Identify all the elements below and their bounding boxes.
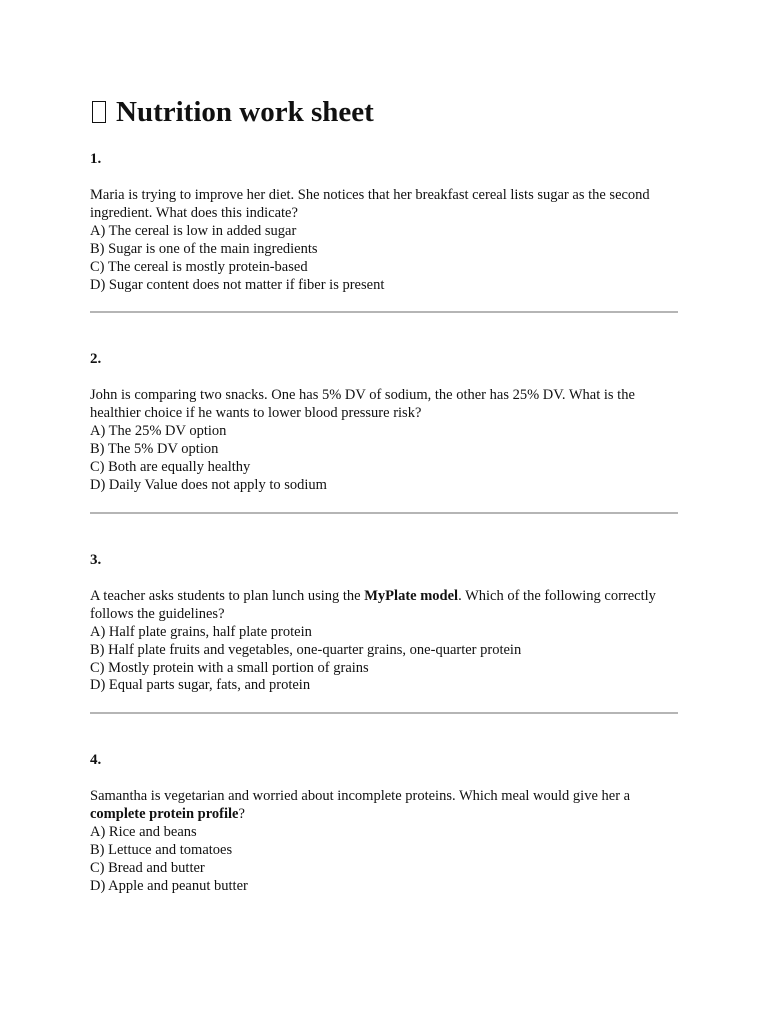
answer-option: D) Daily Value does not apply to sodium — [90, 476, 327, 493]
question-text — [90, 387, 678, 423]
question-text-part: ? — [238, 806, 245, 823]
answer-option: A) Half plate grains, half plate protein — [90, 623, 312, 640]
question-number: 2. — [90, 351, 102, 368]
question-text — [90, 788, 678, 824]
question-block — [90, 350, 678, 494]
answer-option: C) The cereal is mostly protein-based — [90, 258, 308, 275]
question-text-part: John is comparing two snacks. One has 5% DV of sodium, the other has 25% DV. What is the healthier choice if he wants to lower blood pressure risk? — [90, 387, 635, 422]
question-block — [90, 551, 678, 695]
question-block — [90, 751, 678, 895]
page-title — [90, 94, 678, 130]
answer-option: A) Rice and beans — [90, 824, 197, 841]
question-number: 4. — [90, 752, 102, 769]
answer-option: D) Equal parts sugar, fats, and protein — [90, 677, 311, 694]
question-number: 1. — [90, 151, 102, 167]
answer-option: B) Sugar is one of the main ingredients — [90, 240, 318, 257]
worksheet-page — [90, 94, 678, 896]
question-list — [90, 150, 678, 896]
section-divider — [90, 512, 678, 514]
question-text-part: . Which of the following correctly follows the guidelines? — [90, 587, 656, 622]
question-text-part: A teacher asks students to plan lunch using the — [90, 587, 365, 604]
page-title-text: Nutrition work sheet — [116, 96, 374, 128]
answer-option: B) Lettuce and tomatoes — [90, 842, 233, 859]
answer-option: B) Half plate fruits and vegetables, one-quarter grains, one-quarter protein — [90, 641, 522, 658]
question-text-bold: MyPlate model — [364, 587, 459, 604]
answer-option: C) Both are equally healthy — [90, 459, 251, 476]
question-text-part: Maria is trying to improve her diet. She notices that her breakfast cereal lists sugar as the second ingredient. What does this indicate? — [90, 187, 650, 221]
answer-option: C) Mostly protein with a small portion of grains — [90, 659, 369, 676]
question-block — [90, 150, 678, 294]
question-text — [90, 588, 678, 624]
question-text-bold: complete protein profile — [90, 806, 239, 823]
question-text-part: Samantha is vegetarian and worried about incomplete proteins. Which meal would give her a — [90, 788, 631, 805]
section-divider — [90, 712, 678, 714]
question-text — [90, 187, 678, 223]
answer-option: B) The 5% DV option — [90, 441, 219, 458]
section-divider — [90, 311, 678, 313]
answer-option: D) Apple and peanut butter — [90, 877, 248, 894]
missing-glyph-icon — [92, 101, 106, 123]
answer-option: C) Bread and butter — [90, 859, 205, 876]
answer-option: A) The 25% DV option — [90, 423, 227, 440]
answer-option: D) Sugar content does not matter if fiber is present — [90, 276, 385, 293]
answer-option: A) The cereal is low in added sugar — [90, 222, 297, 239]
question-number: 3. — [90, 551, 102, 568]
